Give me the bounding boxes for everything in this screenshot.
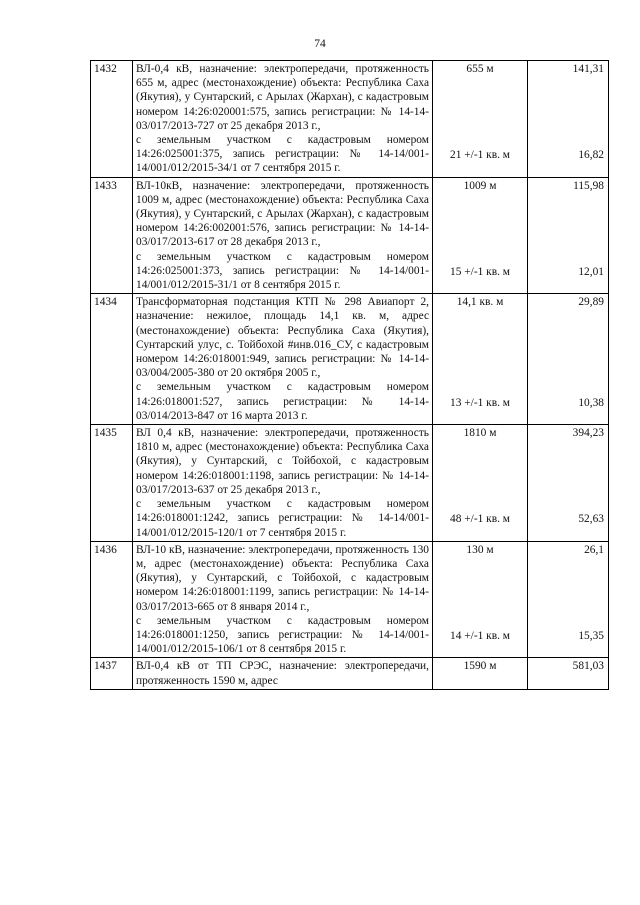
object-cost: 581,03 bbox=[572, 660, 604, 673]
object-description: ВЛ-0,4 кВ, назначение: электропередачи, протяженность 655 м, адрес (местонахождение) объекта: Республика Саха (Якутия), у Сунтарский, с Арылах (Жархан), с кадастровым номером 14:26:020001:575, запись регистрации: № 14-14-03/017/2013-727 от 25 декабря 2013 г., bbox=[136, 63, 429, 132]
row-number: 1435 bbox=[91, 425, 133, 542]
table-row bbox=[91, 425, 609, 542]
land-plot-description: с земельным участком с кадастровым номером 14:26:018001:527, запись регистрации: № 14-14-03/014/2013-847 от 16 марта 2013 г. bbox=[136, 381, 429, 422]
object-description: Трансформаторная подстанция КТП № 298 Авиапорт 2, назначение: нежилое, площадь 14,1 кв. м, адрес (местонахождение) объекта: Республика Саха (Якутия), Сунтарский улус, с. Тойбохой #инв.016_СУ, с кадастровым номером 14:26:018001:949, запись регистрации: № 14-14-03/004/2005-380 от 20 октября 2005 г., bbox=[136, 296, 429, 380]
table-row bbox=[91, 61, 609, 178]
registry-body bbox=[91, 61, 609, 690]
area-cell bbox=[433, 61, 528, 178]
row-number: 1437 bbox=[91, 658, 133, 689]
page-number: 74 bbox=[314, 38, 326, 50]
table-row bbox=[91, 541, 609, 658]
object-cost: 26,1 bbox=[584, 543, 604, 556]
land-area: 21 +/-1 кв. м bbox=[450, 149, 510, 162]
row-number: 1436 bbox=[91, 541, 133, 658]
land-plot-description: с земельным участком с кадастровым номером 14:26:018001:1250, запись регистрации: № 14-14/001-14/001/012/2015-106/1 от 8 сентября 2015 г. bbox=[136, 614, 429, 656]
area-cell bbox=[433, 425, 528, 542]
description-cell bbox=[133, 658, 433, 689]
area-cell bbox=[433, 294, 528, 425]
cost-cell bbox=[528, 294, 609, 425]
land-plot-description: с земельным участком с кадастровым номером 14:26:025001:373, запись регистрации: № 14-14/001-14/001/012/2015-31/1 от 8 сентября 2015 г. bbox=[136, 250, 429, 292]
cost-cell bbox=[528, 658, 609, 689]
land-plot-description: с земельным участком с кадастровым номером 14:26:025001:375, запись регистрации: № 14-14/001-14/001/012/2015-34/1 от 7 сентября 2015 г. bbox=[136, 134, 429, 175]
description-cell bbox=[133, 294, 433, 425]
object-description: ВЛ-10 кВ, назначение: электропередачи, протяженность 130 м, адрес (местонахождение) объекта: Республика Саха (Якутия), у Сунтарский, с Тойбохой, с кадастровым номером 14:26:018001:1199, запись регистрации: № 14-14-03/017/2013-665 от 8 января 2014 г., bbox=[136, 543, 429, 613]
land-area: 14 +/-1 кв. м bbox=[450, 629, 510, 642]
land-area: 13 +/-1 кв. м bbox=[450, 396, 510, 409]
table-row bbox=[91, 658, 609, 689]
table-row bbox=[91, 294, 609, 425]
object-cost: 141,31 bbox=[572, 63, 604, 75]
object-cost: 394,23 bbox=[572, 427, 604, 440]
object-area: 14,1 кв. м bbox=[456, 296, 504, 309]
property-registry-table bbox=[90, 60, 609, 690]
object-cost: 115,98 bbox=[573, 179, 604, 192]
area-cell bbox=[433, 658, 528, 689]
land-cost: 16,82 bbox=[578, 149, 604, 162]
land-plot-description: с земельным участком с кадастровым номером 14:26:018001:1242, запись регистрации: № 14-14/001-14/001/012/2015-120/1 от 7 сентября 2015 г. bbox=[136, 498, 429, 539]
object-area: 1590 м bbox=[463, 660, 497, 673]
cost-cell bbox=[528, 541, 609, 658]
table-row bbox=[91, 177, 609, 294]
land-cost: 10,38 bbox=[578, 396, 604, 409]
area-cell bbox=[433, 177, 528, 294]
object-description: ВЛ-10кВ, назначение: электропередачи, протяженность 1009 м, адрес (местонахождение) объекта: Республика Саха (Якутия), у Сунтарский, с Арылах (Жархан), с кадастровым номером 14:26:002001:576, запись регистрации: № 14-14-03/017/2013-617 от 28 декабря 2013 г., bbox=[136, 179, 429, 249]
object-area: 1009 м bbox=[463, 179, 497, 192]
object-area: 655 м bbox=[466, 63, 494, 75]
description-cell bbox=[133, 541, 433, 658]
object-description: ВЛ 0,4 кВ, назначение: электропередачи, протяженность 1810 м, адрес (местонахождение) объекта: Республика Саха (Якутия), у Сунтарский, с Тойбохой, с кадастровым номером 14:26:018001:1198, запись регистрации: № 14-14-03/017/2013-637 от 25 декабря 2013 г., bbox=[136, 427, 429, 496]
description-cell bbox=[133, 425, 433, 542]
cost-cell bbox=[528, 61, 609, 178]
object-area: 1810 м bbox=[463, 427, 497, 440]
row-number: 1434 bbox=[91, 294, 133, 425]
cost-cell bbox=[528, 177, 609, 294]
description-cell bbox=[133, 61, 433, 178]
row-number: 1432 bbox=[91, 61, 133, 178]
land-area: 15 +/-1 кв. м bbox=[450, 265, 510, 278]
area-cell bbox=[433, 541, 528, 658]
object-description: ВЛ-0,4 кВ от ТП СРЭС, назначение: электропередачи, протяженность 1590 м, адрес bbox=[136, 660, 429, 687]
land-cost: 12,01 bbox=[578, 265, 604, 278]
land-area: 48 +/-1 кв. м bbox=[450, 513, 510, 526]
row-number: 1433 bbox=[91, 177, 133, 294]
land-cost: 15,35 bbox=[578, 629, 604, 642]
object-cost: 29,89 bbox=[578, 296, 604, 309]
land-cost: 52,63 bbox=[578, 513, 604, 526]
description-cell bbox=[133, 177, 433, 294]
object-area: 130 м bbox=[466, 543, 494, 556]
cost-cell bbox=[528, 425, 609, 542]
